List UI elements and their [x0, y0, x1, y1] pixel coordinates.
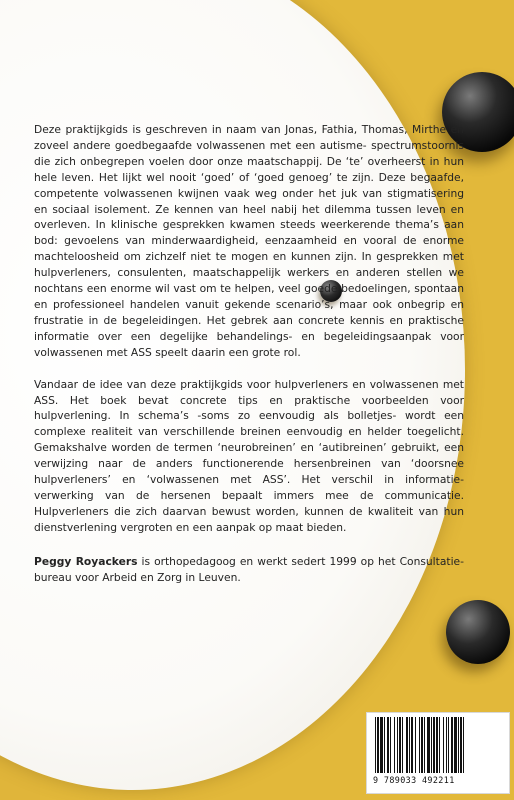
- blurb-paragraph-2: Vandaar de idee van deze praktijkgids voor hulpverleners en volwassenen met ASS. Het boek bevat concrete tips en praktische voorbeelden voor hulpverlening. In schema’s -soms zo eenvoudig als bolletjes- wordt een complexe realiteit van verschillende breinen eenvoudig en helder toegelicht. Gemakshalve worden de termen ‘neurobreinen’ en ‘autibreinen’ gebruikt, een verwijzing naar de anders functionerende hersenbreinen van ‘doorsnee hulpverleners’ en ‘volwassenen met ASS’. Het verschil in informatie- verwerking van de hersenen bepaalt immers mee de communicatie. Hulpverleners die zich daarvan bewust worden, kunnen de kwaliteit van hun dienstverlening vergroten en een aanpak op maat bieden.: [34, 377, 464, 534]
- author-name: Peggy Royackers: [34, 554, 138, 568]
- author-bio-text: is orthopedagoog en werkt sedert 1999 op het Consultatie- bureau voor Arbeid en Zorg in Leuven.: [34, 554, 464, 584]
- author-bio: [34, 554, 464, 586]
- black-sphere-bottom: [446, 600, 510, 664]
- isbn-barcode: [366, 712, 510, 794]
- blurb-text: [34, 122, 464, 585]
- blurb-paragraph-1: Deze praktijkgids is geschreven in naam van Jonas, Fathia, Thomas, Mirthe en zoveel andere goedbegaafde volwassenen met een autisme- spectrumstoornis die zich onbegrepen voelen door onze maatschappij. De ‘te’ overheerst in hun hele leven. Het lijkt wel nooit ‘goed’ of ‘goed genoeg’ te zijn. Deze begaafde, competente volwassenen kwijnen vaak weg onder het juk van stigmatisering en sociaal isolement. Ze kennen van heel nabij het dilemma tussen leven en overleven. In klinische gesprekken kwamen steeds weerkerende thema’s aan bod: gevoelens van minderwaardigheid, eenzaamheid en vooral de enorme machteloosheid om zichzelf niet te mogen en kunnen zijn. In gesprekken met hulpverleners, consulenten, maatschappelijk werkers en anderen stellen we nochtans een enorme wil vast om te helpen, veel goede bedoelingen, spontaan en professioneel handelen vanuit gekende scenario’s, maar ook onbegrip en frustratie in de begeleidingen. Het gebrek aan concrete kennis en praktische informatie over een degelijke behandelings- en begeleidingsaanpak voor volwassenen met ASS speelt daarin een grote rol.: [34, 123, 464, 359]
- barcode-number: 9 789033 492211: [373, 775, 455, 785]
- barcode-bars: [375, 717, 501, 773]
